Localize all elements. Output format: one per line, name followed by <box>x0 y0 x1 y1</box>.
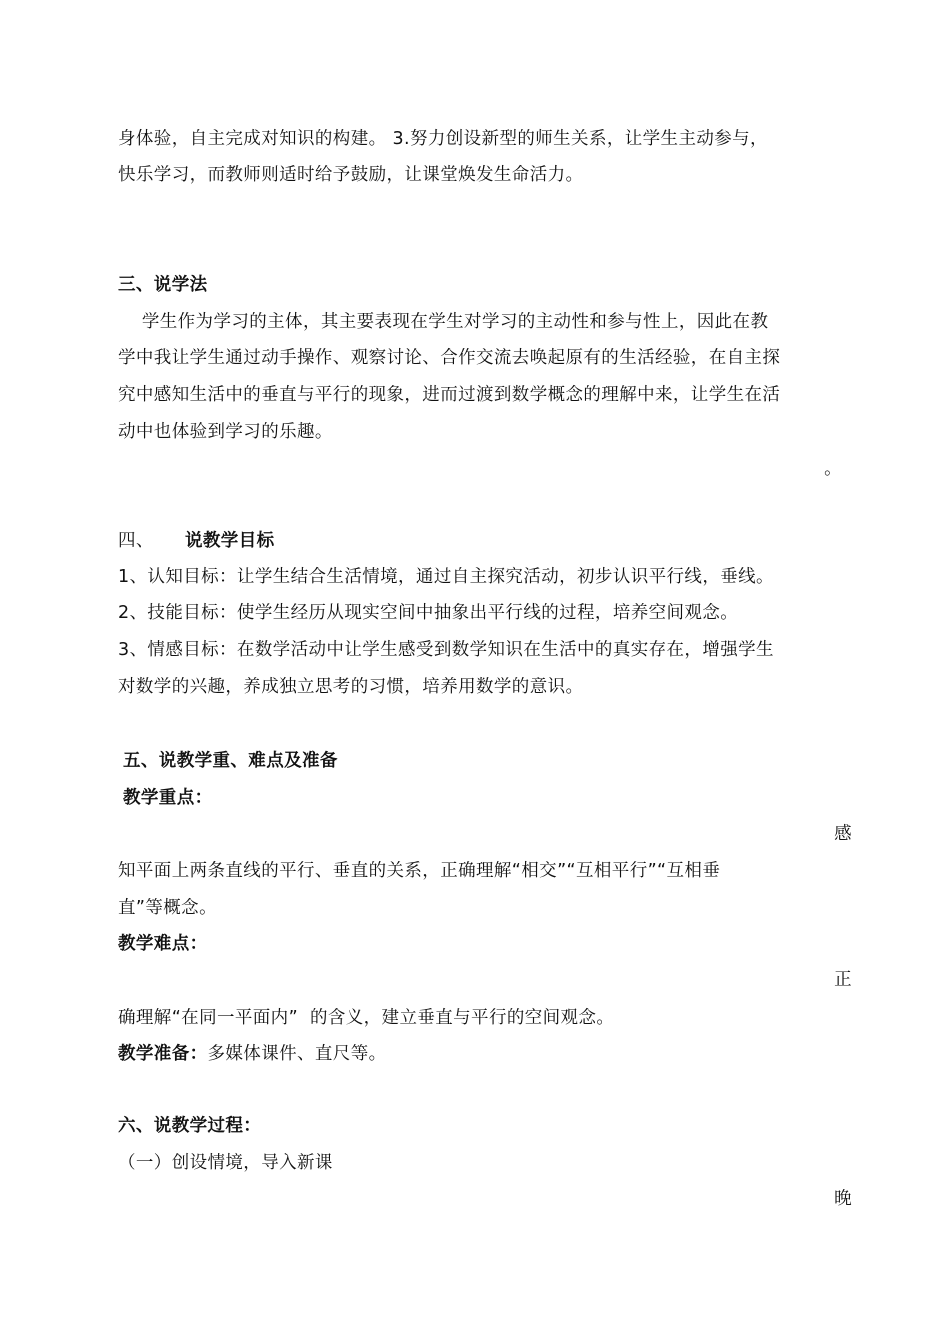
section-3-line: 动中也体验到学习的乐趣。 <box>118 422 333 442</box>
section-3-heading: 三、说学法 <box>118 275 208 295</box>
preparation-label: 教学准备： <box>118 1044 208 1064</box>
section-6-trailing-char: 晚 <box>834 1189 852 1209</box>
goal-item: 2、技能目标：使学生经历从现实空间中抽象出平行线的过程，培养空间观念。 <box>118 603 739 623</box>
intro-line-1: 身体验，自主完成对知识的构建。 3.努力创设新型的师生关系，让学生主动参与， <box>118 129 768 149</box>
key-points-first-char: 感 <box>834 824 852 844</box>
key-points-line: 直”等概念。 <box>118 898 217 918</box>
section-4-heading-number: 四、 <box>118 531 154 551</box>
section-3-line: 学中我让学生通过动手操作、观察讨论、合作交流去唤起原有的生活经验，在自主探 <box>118 348 781 368</box>
key-points-line: 知平面上两条直线的平行、垂直的关系，正确理解“相交”“互相平行”“互相垂 <box>118 861 721 881</box>
intro-line-2: 快乐学习，而教师则适时给予鼓励，让课堂焕发生命活力。 <box>118 165 584 185</box>
key-points-label: 教学重点： <box>123 788 213 808</box>
section-6-subheading: （一）创设情境，导入新课 <box>118 1153 333 1173</box>
preparation-row <box>118 1042 387 1066</box>
goal-item: 3、情感目标：在数学活动中让学生感受到数学知识在生活中的真实存在，增强学生 <box>118 640 774 660</box>
section-3-trailing-mark: 。 <box>824 459 842 479</box>
difficulty-first-char: 正 <box>834 970 852 990</box>
section-5-heading: 五、说教学重、难点及准备 <box>123 751 338 771</box>
section-3-line: 学生作为学习的主体，其主要表现在学生对学习的主动性和参与性上，因此在教 <box>118 312 769 332</box>
preparation-text: 多媒体课件、直尺等。 <box>207 1044 387 1064</box>
difficulty-line: 确理解“在同一平面内” 的含义，建立垂直与平行的空间观念。 <box>118 1008 615 1028</box>
difficulty-label: 教学难点： <box>118 934 208 954</box>
goal-item: 1、认知目标：让学生结合生活情境，通过自主探究活动，初步认识平行线，垂线。 <box>118 567 774 587</box>
goal-item: 对数学的兴趣，养成独立思考的习惯，培养用数学的意识。 <box>118 677 584 697</box>
section-3-line: 究中感知生活中的垂直与平行的现象，进而过渡到数学概念的理解中来，让学生在活 <box>118 385 781 405</box>
section-4-heading: 说教学目标 <box>185 531 275 551</box>
section-6-heading: 六、说教学过程： <box>118 1116 262 1136</box>
